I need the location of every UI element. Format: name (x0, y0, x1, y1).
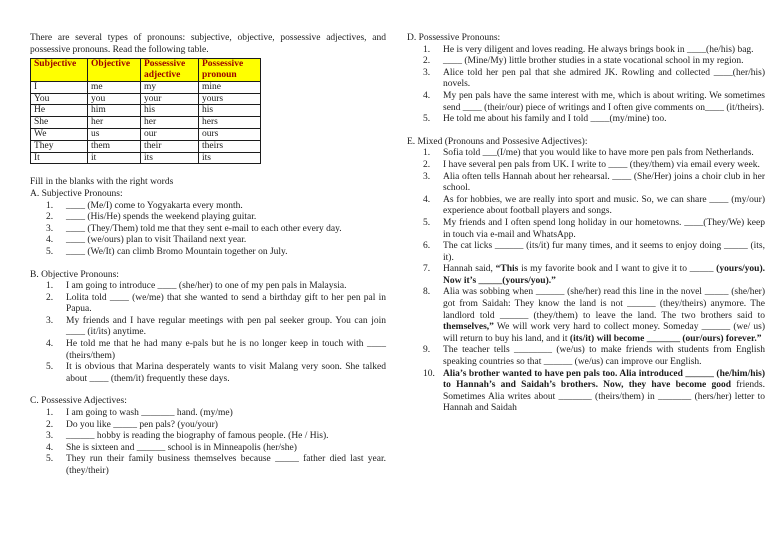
table-cell: its (141, 152, 199, 164)
exercise-item: I am going to wash _______ hand. (my/me) (66, 408, 233, 419)
table-cell: you (88, 93, 141, 105)
exercise-item: Hannah said, “This is my favorite book and I want to give it to _____ (yours/you). Now it’s _____(yours/you).” (443, 264, 765, 286)
table-header-cell: Objective (88, 59, 141, 82)
table-cell: my (141, 81, 199, 93)
exercise-item: Alia’s brother wanted to have pen pals too. Alia introduced ______ (he/him/his) to Hannah’s and Saidah’s brothers. Now, they have become good friends. Sometimes Alia writes about _______ (theirs/them) in _______ (hers/her) letter to Hannah and Saidah (443, 368, 765, 414)
section-title: A. Subjective Pronouns: (30, 188, 123, 199)
section-d (407, 33, 765, 126)
table-cell: hers (199, 117, 261, 129)
table-header-cell: Possessive pronoun (199, 59, 261, 82)
exercise-item: Lolita told ____ (we/me) that she wanted to send a birthday gift to her pen pal in Papua. (66, 292, 386, 315)
table-cell: She (31, 117, 88, 129)
table-cell: our (141, 128, 199, 140)
table-row (31, 152, 261, 164)
exercise-item: As for hobbies, we are really into sport and music. So, we can share ____ (my/our) experience about football players and songs. (443, 194, 765, 217)
table-row (31, 93, 261, 105)
table-cell: us (88, 128, 141, 140)
table-header-cell: Subjective (31, 59, 88, 82)
table-cell: her (141, 117, 199, 129)
table-cell: I (31, 81, 88, 93)
exercise-item: I have several pen pals from UK. I write to ____ (they/them) via email every week. (443, 159, 760, 170)
exercise-item: My friends and I often spend long holiday in our hometowns. ____(They/We) keep in touch via e-mail and WhatsApp. (443, 217, 765, 240)
section-title: D. Possessive Pronouns: (407, 33, 501, 43)
table-row (31, 81, 261, 93)
exercise-item: Do you like _____ pen pals? (you/your) (66, 419, 218, 430)
table-cell: He (31, 105, 88, 117)
right-column (407, 33, 765, 415)
exercise-item: ____ (we/ours) plan to visit Thailand next year. (66, 235, 247, 246)
table-cell: yours (199, 93, 261, 105)
intro-paragraph: There are several types of pronouns: subjective, objective, possessive adjectives, and possessive pronouns. Read the following table. (30, 33, 386, 55)
exercise-item: It is obvious that Marina desperately wants to visit Malang very soon. She talked about ____ (them/it) frequently these days. (66, 362, 386, 384)
table-cell: theirs (199, 140, 261, 152)
table-row (31, 140, 261, 152)
table-cell: him (88, 105, 141, 117)
table-cell: me (88, 81, 141, 93)
exercise-item: She is sixteen and ______ school is in Minneapolis (her/she) (66, 442, 297, 453)
exercise-item: ____ (We/It) can climb Bromo Mountain together on July. (66, 246, 288, 257)
exercise-item: He told me that he had many e-pals but he is no longer keep in touch with ____ (theirs/them) (66, 339, 386, 361)
exercise-item: They run their family business themselves because _____ father died last year. (they/their) (66, 454, 386, 477)
exercise-item: Alia often tells Hannah about her rehearsal. ____ (She/Her) joins a choir club in her school. (443, 171, 765, 194)
table-row (31, 128, 261, 140)
table-cell: You (31, 93, 88, 105)
exercise-item: Alice told her pen pal that she admired JK. Rowling and collected ____(her/his) novels. (443, 67, 765, 90)
table-cell: They (31, 140, 88, 152)
table-cell: their (141, 140, 199, 152)
exercise-list (407, 148, 765, 415)
section-c (30, 396, 386, 477)
exercise-item: I am going to introduce ____ (she/her) to one of my pen pals in Malaysia. (66, 281, 347, 292)
table-cell: your (141, 93, 199, 105)
table-cell: mine (199, 81, 261, 93)
section-title: B. Objective Pronouns: (30, 269, 119, 280)
table-cell: them (88, 140, 141, 152)
section-title: C. Possessive Adjectives: (30, 396, 127, 407)
table-cell: ours (199, 128, 261, 140)
table-header-cell: Possessive adjective (141, 59, 199, 82)
table-cell: its (199, 152, 261, 164)
fill-instruction: Fill in the blanks with the right words (30, 177, 174, 188)
table-cell: We (31, 128, 88, 140)
table-row (31, 117, 261, 129)
exercise-list (30, 281, 386, 385)
exercise-item: ____ (Me/I) come to Yogyakarta every month. (66, 200, 243, 211)
table-cell: her (88, 117, 141, 129)
section-e (407, 137, 765, 415)
exercise-item: ____ (Mine/My) little brother studies in a state vocational school in my region. (443, 56, 744, 67)
exercise-item: He is very diligent and loves reading. He always brings book in ____(he/his) bag. (443, 44, 754, 55)
section-title: E. Mixed (Pronouns and Possesive Adjectives): (407, 136, 588, 147)
exercise-item: My pen pals have the same interest with me, which is about writing. We sometimes send ____ (their/our) piece of writings and I often give comments on____ (it/theirs). (443, 90, 765, 113)
section-a (30, 189, 386, 259)
table-cell: his (141, 105, 199, 117)
exercise-item: The cat licks ______ (its/it) fur many times, and it seems to enjoy doing _____ (its, it). (443, 241, 765, 263)
exercise-item: He told me about his family and I told ____(my/mine) too. (443, 114, 667, 125)
exercise-list (30, 408, 386, 478)
table-cell: it (88, 152, 141, 164)
pronoun-table (30, 58, 261, 164)
exercise-item: ____ (They/Them) told me that they sent e-mail to each other every day. (66, 223, 342, 234)
table-cell: It (31, 152, 88, 164)
exercise-item: Sofia told ___(I/me) that you would like to have more pen pals from Netherlands. (443, 148, 754, 159)
left-column (30, 33, 386, 478)
exercise-list (30, 201, 386, 259)
section-b (30, 270, 386, 386)
exercise-item: ____ (His/He) spends the weekend playing guitar. (66, 212, 257, 223)
exercise-item: Alia was sobbing when ______ (she/her) read this line in the novel _____ (she/her) got from Saidah: They know the land is not ______ (they/theirs) anymore. The landlord told ______ (they/them) to leave the land. The two brothers said to themselves,” We will work very hard to collect money. Someday ______ (we/ us) will return to buy his land, and it (its/it) will become _______ (our/ours) forever.” (443, 287, 765, 344)
exercise-item: The teacher tells ________ (we/us) to make friends with students from English speaking countries so that ______ (we/us) can improve our English. (443, 345, 765, 368)
pronoun-table-header (31, 59, 261, 82)
exercise-list (407, 45, 765, 126)
exercise-item: My friends and I have regular meetings with pen pal seeker group. You can join ____ (it/its) anytime. (66, 315, 386, 338)
table-row (31, 105, 261, 117)
table-cell: his (199, 105, 261, 117)
exercise-item: ______ hobby is reading the biography of famous people. (He / His). (66, 431, 329, 442)
